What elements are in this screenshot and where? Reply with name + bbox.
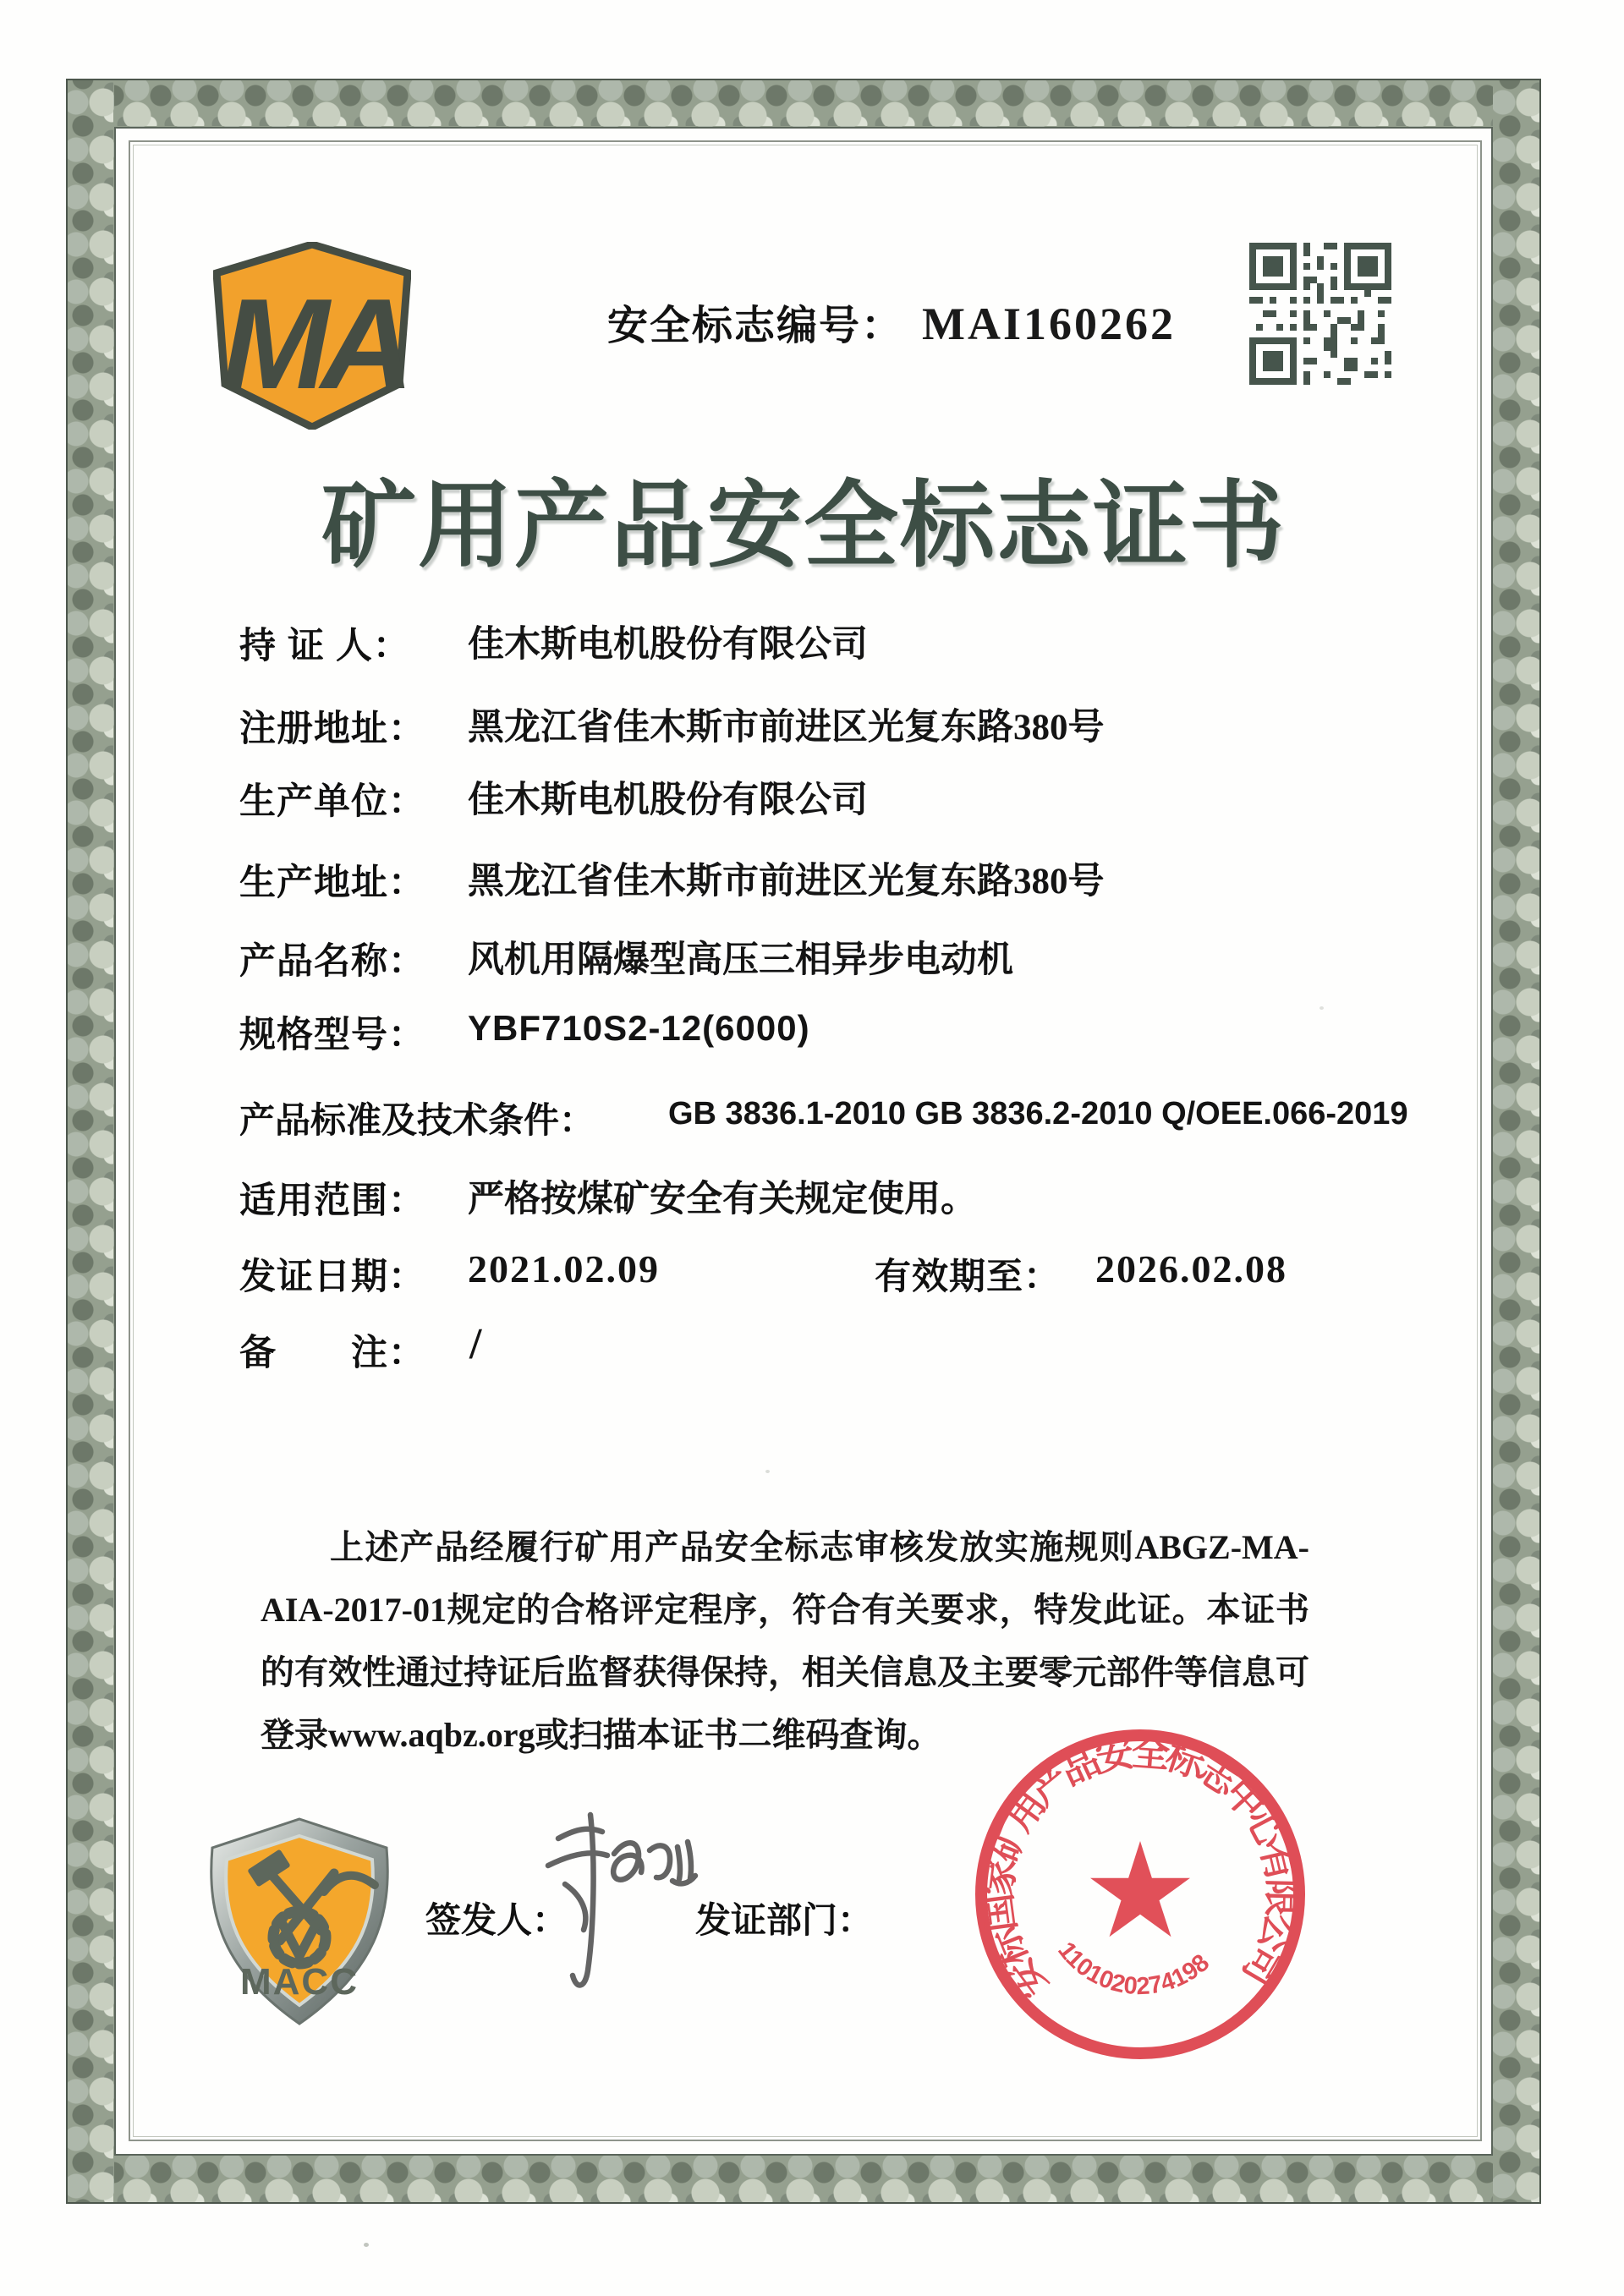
signature	[506, 1801, 717, 2013]
signer-label: 签发人：	[425, 1900, 568, 1940]
border-band-bottom	[66, 2156, 1541, 2204]
field-value-standards: GB 3836.1-2010 GB 3836.2-2010 Q/OEE.066-2019	[668, 1096, 1408, 1132]
field-label-holder: 持 证 人：	[239, 626, 410, 666]
field-label-manufacturer: 生产单位：	[239, 781, 425, 822]
svg-text:MA: MA	[222, 272, 406, 416]
certificate-title: 矿用产品安全标志证书	[321, 474, 1286, 579]
valid-until-value: 2026.02.08	[1095, 1247, 1287, 1290]
svg-text:1101020274198: 1101020274198	[1052, 1937, 1216, 2001]
field-value-product-name: 风机用隔爆型高压三相异步电动机	[468, 940, 1013, 980]
issue-date-label: 发证日期：	[239, 1257, 425, 1297]
issue-date-value: 2021.02.09	[468, 1247, 660, 1290]
field-value-model: YBF710S2-12(6000)	[468, 1008, 810, 1048]
remark-value: /	[469, 1320, 484, 1368]
scan-speck	[1320, 1006, 1324, 1010]
qr-code	[1249, 243, 1391, 385]
field-label-prod-address: 生产地址：	[239, 863, 425, 903]
field-label-model: 规格型号：	[239, 1015, 425, 1055]
macc-logo-icon	[200, 1814, 398, 2029]
field-value-prod-address: 黑龙江省佳木斯市前进区光复东路380号	[468, 862, 1105, 901]
mark-number-value: MAI160262	[922, 299, 1176, 349]
field-label-product-name: 产品名称：	[239, 941, 425, 982]
scan-speck	[364, 2243, 369, 2247]
official-stamp	[974, 1729, 1306, 2060]
border-band-left	[66, 79, 114, 2204]
field-value-scope: 严格按煤矿安全有关规定使用。	[468, 1180, 977, 1219]
mark-number-line	[607, 293, 1176, 351]
field-value-reg-address: 黑龙江省佳木斯市前进区光复东路380号	[468, 708, 1105, 748]
field-label-reg-address: 注册地址：	[239, 709, 425, 749]
svg-text:MACC: MACC	[240, 1961, 359, 2003]
field-label-scope: 适用范围：	[239, 1181, 425, 1221]
ma-logo-icon	[213, 242, 411, 430]
field-value-manufacturer: 佳木斯电机股份有限公司	[468, 781, 868, 820]
field-label-standards: 产品标准及技术条件：	[239, 1100, 595, 1140]
border-band-right	[1493, 79, 1541, 2204]
field-value-holder: 佳木斯电机股份有限公司	[468, 625, 868, 665]
remark-label: 备 注：	[239, 1333, 425, 1373]
statement-paragraph: 上述产品经履行矿用产品安全标志审核发放实施规则ABGZ-MA-AIA-2017-01规定的合格评定程序，符合有关要求，特发此证。本证书的有效性通过持证后监督获得保持，相关信息及主要零元部件等信息可登录www.aqbz.org或扫描本证书二维码查询。	[261, 1528, 1309, 1754]
svg-text:安标国家矿用产品安全标志中心有限公司: 安标国家矿用产品安全标志中心有限公司	[976, 1730, 1303, 2007]
valid-until-label: 有效期至：	[875, 1257, 1061, 1297]
mark-number-label: 安全标志编号：	[607, 304, 904, 348]
scan-speck	[765, 1470, 770, 1473]
issuing-dept-label: 发证部门：	[695, 1900, 874, 1940]
border-band-top	[66, 79, 1541, 127]
